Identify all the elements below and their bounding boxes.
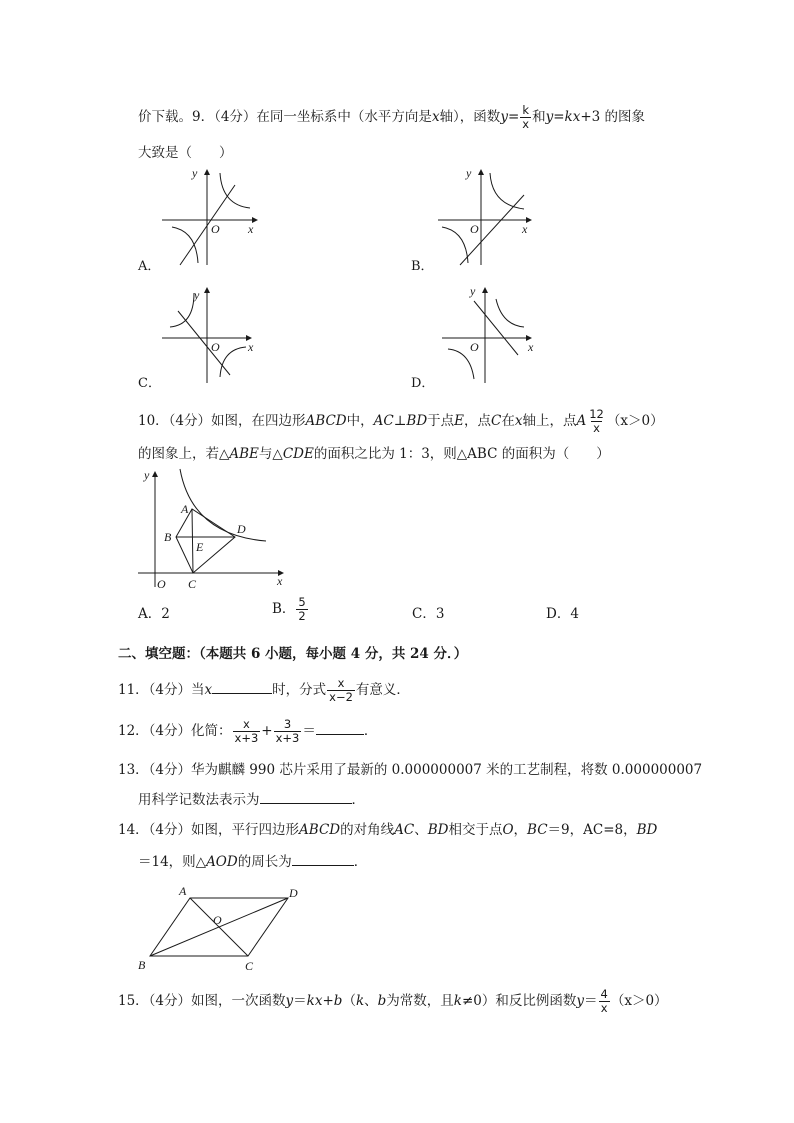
var-bd: BD — [636, 822, 658, 838]
q15 — [118, 988, 668, 1015]
equals-sign: ＝ — [293, 993, 307, 1009]
q14-text: 、 — [414, 822, 428, 838]
q10-option-d: D．4 — [546, 606, 579, 622]
q10-line-2 — [138, 444, 610, 464]
var-bc: BC — [527, 822, 548, 838]
label-d: D — [237, 522, 246, 536]
label-c: C — [188, 577, 197, 591]
label-e: E — [196, 540, 204, 554]
q14-text: ， — [513, 822, 528, 838]
fraction-12-over-x — [587, 408, 606, 435]
var-y: y — [285, 993, 294, 1009]
q10-condition: （x＞0） — [606, 413, 664, 429]
var-bd: BD — [427, 822, 449, 838]
q14-line-2 — [138, 851, 367, 872]
y-axis-arrow — [204, 287, 210, 293]
frac-den: 2 — [298, 609, 306, 623]
y-axis-arrow — [482, 287, 488, 293]
q10-text: 轴上，点 — [522, 413, 577, 429]
q10-line-1 — [138, 408, 664, 435]
label-x: x — [277, 574, 283, 588]
var-e: E — [454, 413, 465, 429]
frac-den: x — [600, 1001, 608, 1015]
option-c-label: C． — [138, 376, 161, 391]
var-cde: CDE — [282, 446, 314, 462]
label-x: x — [248, 222, 254, 236]
equals-sign: ＝ — [584, 993, 598, 1009]
var-bd: BD — [406, 413, 428, 429]
hyperbola-branch-1 — [496, 299, 524, 327]
label-y: y — [470, 284, 476, 298]
var-b: b — [377, 993, 387, 1009]
q11 — [118, 677, 410, 704]
q10-text: 与△ — [258, 446, 283, 462]
var-y: y — [545, 109, 554, 125]
q10-option-a: A．2 — [138, 606, 170, 622]
frac-num: 12 — [589, 407, 604, 421]
option-d-label: D． — [411, 376, 435, 391]
var-ac: AC — [394, 822, 415, 838]
y-axis-arrow — [204, 169, 210, 175]
q15-text: 为常数，且 — [386, 993, 454, 1009]
label-b: B — [138, 958, 146, 972]
plus-sign: + — [322, 993, 334, 1009]
graph-c — [150, 283, 290, 393]
q12 — [118, 718, 377, 745]
label-b: B — [164, 530, 172, 544]
hyperbola-branch-1 — [170, 293, 194, 327]
var-x: x — [514, 413, 523, 429]
label-o: O — [211, 340, 220, 354]
period: ． — [353, 854, 368, 870]
frac-num: 3 — [283, 717, 292, 731]
fraction-x-over-x-minus-2 — [327, 677, 355, 704]
q12-text: 12．（4分）化简： — [118, 723, 232, 739]
equals-sign: = — [553, 109, 565, 125]
var-abcd: ABCD — [299, 822, 341, 838]
frac-den: x+3 — [275, 731, 300, 745]
q11-text: 有意义． — [355, 682, 410, 698]
q15-text: （ — [342, 993, 356, 1009]
var-o: O — [502, 822, 514, 838]
q13-line-2 — [138, 789, 365, 810]
var-y: y — [576, 993, 585, 1009]
perp-sign: ⊥ — [393, 413, 407, 429]
var-k: k — [355, 993, 365, 1009]
graph-a — [150, 165, 290, 275]
q15-text: ≠0）和反比例函数 — [461, 993, 577, 1009]
figure-q14 — [135, 883, 315, 973]
label-o: O — [211, 222, 220, 236]
q14-text: ＝14，则△ — [138, 854, 207, 870]
frac-den: x — [522, 117, 530, 131]
q14-text: 14．（4分）如图，平行四边形 — [118, 822, 300, 838]
q15-text: 15．（4分）如图，一次函数 — [118, 993, 286, 1009]
option-a-label: A． — [138, 259, 161, 274]
q10-text: ，点 — [464, 413, 492, 429]
hyperbola-branch-2 — [442, 227, 468, 263]
q9-and: 和 — [532, 109, 546, 125]
answer-blank[interactable] — [316, 720, 364, 735]
frac-den: x−2 — [329, 690, 353, 704]
q14-text: 的对角线 — [340, 822, 395, 838]
q14-text: 的周长为 — [237, 854, 292, 870]
label-y: y — [192, 166, 198, 180]
label-x: x — [528, 340, 534, 354]
line-graph — [474, 301, 518, 355]
q9-tail: +3 的图象 — [580, 109, 646, 125]
y-axis-arrow — [152, 471, 158, 477]
q14-text: 相交于点 — [448, 822, 503, 838]
q15-text: 、 — [364, 993, 378, 1009]
label-o: O — [213, 913, 222, 927]
q11-text: 11．（4分）当 — [118, 682, 205, 698]
option-b-prefix: B． — [272, 601, 296, 617]
var-x: x — [204, 682, 213, 698]
hyperbola-curve — [180, 469, 266, 541]
q11-text: 时，分式 — [272, 682, 327, 698]
q10-text: 的图象上，若△ — [138, 446, 230, 462]
diagonal-ac — [192, 509, 193, 573]
q10-text: 的面积之比为 1：3，则△ABC 的面积为（ ） — [313, 446, 610, 462]
label-y: y — [144, 468, 150, 482]
hyperbola-branch-1 — [220, 173, 250, 208]
var-abcd: ABCD — [305, 413, 347, 429]
label-o: O — [157, 577, 166, 591]
hyperbola-branch-1 — [490, 173, 524, 209]
var-c: C — [491, 413, 502, 429]
label-o: O — [470, 222, 479, 236]
q13-line-1: 13．（4分）华为麒麟 990 芯片采用了最新的 0.000000007 米的工艺制程，将数 0.000000007 — [118, 762, 703, 778]
period: ． — [363, 723, 378, 739]
answer-blank[interactable] — [212, 679, 272, 694]
equals-sign: = — [507, 109, 520, 125]
q10-text: 在 — [501, 413, 515, 429]
fraction-2 — [274, 718, 302, 745]
var-k: k — [453, 993, 462, 1009]
frac-den: x — [593, 421, 600, 435]
fraction-k-over-x — [520, 104, 531, 131]
var-kx: kx — [564, 109, 581, 125]
var-a: A — [576, 413, 587, 429]
q10-option-c: C．3 — [412, 606, 445, 622]
graph-b — [430, 165, 570, 275]
q9-text-2: 轴），函数 — [439, 109, 501, 125]
hyperbola-branch-2 — [220, 347, 246, 377]
label-y: y — [466, 166, 472, 180]
q10-text: 10．（4分）如图，在四边形 — [138, 413, 306, 429]
var-abe: ABE — [229, 446, 259, 462]
q10-text: 中， — [346, 413, 374, 429]
q14-text: ＝9，AC=8， — [547, 822, 637, 838]
q14-line-1 — [118, 820, 657, 840]
label-a: A — [179, 884, 187, 898]
figure-q10 — [138, 465, 298, 595]
graph-d — [430, 283, 570, 393]
label-a: A — [181, 502, 189, 516]
q13-text: 用科学记数法表示为 — [138, 792, 260, 808]
fraction-1 — [233, 718, 261, 745]
label-c: C — [245, 959, 254, 973]
fraction-4-over-x — [599, 988, 610, 1015]
frac-num: x — [337, 676, 345, 690]
frac-num: 4 — [600, 987, 608, 1001]
q15-condition: （x＞0） — [610, 993, 668, 1009]
answer-blank[interactable] — [292, 851, 354, 866]
period: ． — [351, 792, 365, 808]
fraction-5-over-2 — [296, 596, 307, 623]
var-ac: AC — [373, 413, 394, 429]
label-y: y — [194, 288, 200, 302]
label-x: x — [522, 222, 528, 236]
frac-den: x+3 — [234, 731, 259, 745]
label-d: D — [289, 886, 298, 900]
var-b: b — [333, 993, 343, 1009]
diagonal-bd — [150, 898, 288, 956]
var-x: x — [431, 109, 440, 125]
frac-num: k — [522, 103, 529, 117]
q9-text: 9．（4分）在同一坐标系中（水平方向是 — [192, 109, 432, 125]
q10-text: 于点 — [427, 413, 455, 429]
equals-sign: ＝ — [302, 723, 316, 739]
option-b-label: B． — [411, 259, 434, 274]
q9-line-2: 大致是（ ） — [138, 145, 233, 161]
var-kx: kx — [306, 993, 323, 1009]
q9-line-1 — [138, 104, 645, 131]
y-axis-arrow — [478, 169, 484, 175]
label-x: x — [248, 340, 254, 354]
var-aod: AOD — [206, 854, 238, 870]
frac-num: 5 — [298, 595, 306, 609]
plus-sign: + — [261, 723, 273, 739]
frac-num: x — [243, 717, 250, 731]
q9-lead: 价下载。 — [138, 109, 192, 125]
q10-option-b — [272, 596, 309, 623]
answer-blank[interactable] — [260, 789, 352, 804]
var-y: y — [500, 109, 508, 125]
label-o: O — [470, 340, 479, 354]
section-2-title: 二、填空题：（本题共 6 小题，每小题 4 分，共 24 分．） — [118, 646, 468, 662]
